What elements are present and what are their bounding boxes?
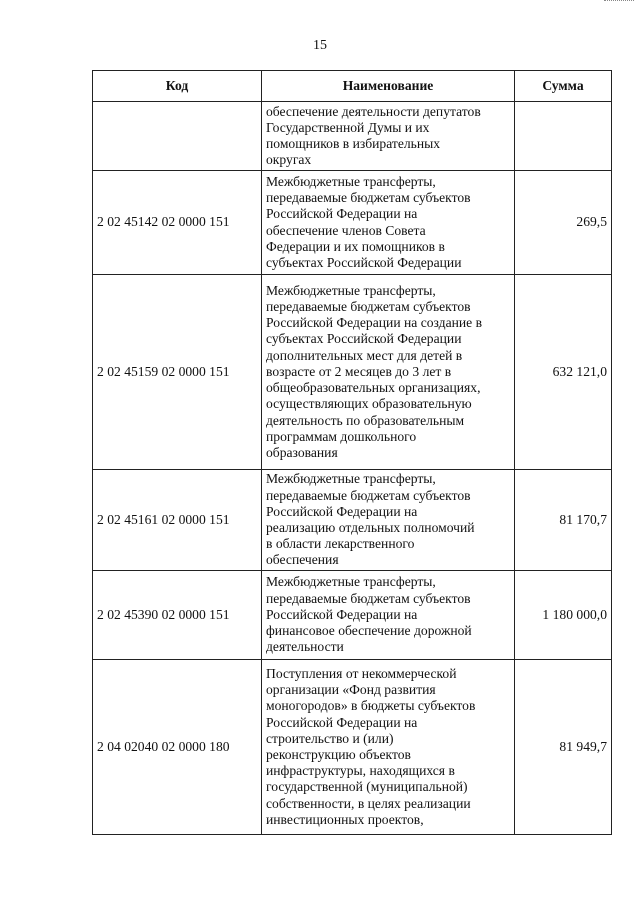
- table-row: [93, 171, 612, 275]
- cell-name-line: программам дошкольного: [266, 428, 417, 444]
- cell-code: 2 02 45390 02 0000 151: [93, 571, 262, 660]
- cell-name-line: строительство и (или): [266, 730, 394, 746]
- cell-code: [93, 102, 262, 171]
- cell-name-line: передаваемые бюджетам субъектов: [266, 190, 471, 206]
- cell-name: [262, 571, 515, 660]
- cell-name-line: Российской Федерации на: [266, 206, 418, 222]
- cell-name-line: обеспечение членов Совета: [266, 222, 426, 238]
- cell-name-line: возрасте от 2 месяцев до 3 лет в: [266, 363, 452, 379]
- cell-name-line: реализацию отдельных полномочий: [266, 520, 475, 535]
- cell-name: [262, 171, 515, 275]
- header-name: Наименование: [262, 71, 515, 102]
- header-sum: Сумма: [515, 71, 612, 102]
- cell-name-line: субъектах Российской Федерации: [266, 254, 462, 270]
- cell-name-line: обеспечения: [266, 552, 339, 568]
- cell-name-line: общеобразовательных организациях,: [266, 380, 481, 396]
- cell-name-line: Государственной Думы и их: [266, 119, 430, 135]
- cell-sum: 81 170,7: [515, 470, 612, 571]
- cell-name-line: инфраструктуры, находящихся в: [266, 763, 455, 779]
- page-number: 15: [313, 38, 327, 53]
- cell-name-line: в области лекарственного: [266, 536, 415, 552]
- cell-name: [262, 102, 515, 171]
- cell-name-line: Российской Федерации на: [266, 503, 418, 519]
- cell-name-line: Российской Федерации на создание в: [266, 315, 482, 331]
- cell-name-line: Поступления от некоммерческой: [266, 665, 457, 681]
- table-body: [93, 102, 612, 835]
- cell-name: [262, 660, 515, 835]
- cell-sum: 632 121,0: [515, 275, 612, 470]
- cell-name-line: передаваемые бюджетам субъектов: [266, 487, 471, 503]
- cell-name-line: государственной (муниципальной): [266, 779, 468, 795]
- cell-name-line: передаваемые бюджетам субъектов: [266, 590, 471, 606]
- cell-name-line: субъектах Российской Федерации: [266, 331, 462, 347]
- cell-name-line: Межбюджетные трансферты,: [266, 574, 436, 590]
- cell-code: 2 04 02040 02 0000 180: [93, 660, 262, 835]
- cell-name-line: деятельность по образовательным: [266, 412, 465, 428]
- cell-name: [262, 470, 515, 571]
- cell-name-line: округах: [266, 152, 312, 168]
- cell-code: 2 02 45142 02 0000 151: [93, 171, 262, 275]
- cell-sum: 1 180 000,0: [515, 571, 612, 660]
- table-row: [93, 470, 612, 571]
- cell-name-line: инвестиционных проектов,: [266, 811, 424, 827]
- cell-name-line: Межбюджетные трансферты,: [266, 173, 436, 189]
- cell-name-line: деятельности: [266, 639, 344, 655]
- cell-name-line: Межбюджетные трансферты,: [266, 282, 436, 298]
- cell-name-line: осуществляющих образовательную: [266, 396, 472, 412]
- table-row: [93, 571, 612, 660]
- cell-code: 2 02 45161 02 0000 151: [93, 470, 262, 571]
- cell-name: [262, 275, 515, 470]
- table-header-row: [93, 71, 612, 102]
- cell-name-line: передаваемые бюджетам субъектов: [266, 299, 471, 315]
- cell-sum: 81 949,7: [515, 660, 612, 835]
- cell-name-line: реконструкцию объектов: [266, 747, 411, 762]
- cell-name-line: организации «Фонд развития: [266, 682, 436, 698]
- cell-name-line: помощников в избирательных: [266, 136, 441, 151]
- cell-sum: [515, 102, 612, 171]
- cell-name-line: обеспечение деятельности депутатов: [266, 103, 481, 119]
- corner-dotted-mark: [604, 0, 634, 7]
- cell-name-line: Российской Федерации на: [266, 714, 418, 730]
- cell-name-line: собственности, в целях реализации: [266, 795, 471, 811]
- budget-table: [92, 70, 612, 835]
- table-row: [93, 102, 612, 171]
- cell-code: 2 02 45159 02 0000 151: [93, 275, 262, 470]
- cell-name-line: Федерации и их помощников в: [266, 238, 445, 254]
- cell-sum: 269,5: [515, 171, 612, 275]
- cell-name-line: Межбюджетные трансферты,: [266, 471, 436, 487]
- header-code: Код: [93, 71, 262, 102]
- cell-name-line: дополнительных мест для детей в: [266, 347, 463, 363]
- cell-name-line: Российской Федерации на: [266, 606, 418, 622]
- cell-name-line: образования: [266, 444, 338, 460]
- table-row: [93, 275, 612, 470]
- cell-name-line: моногородов» в бюджеты субъектов: [266, 698, 476, 714]
- cell-name-line: финансовое обеспечение дорожной: [266, 623, 472, 639]
- table-row: [93, 660, 612, 835]
